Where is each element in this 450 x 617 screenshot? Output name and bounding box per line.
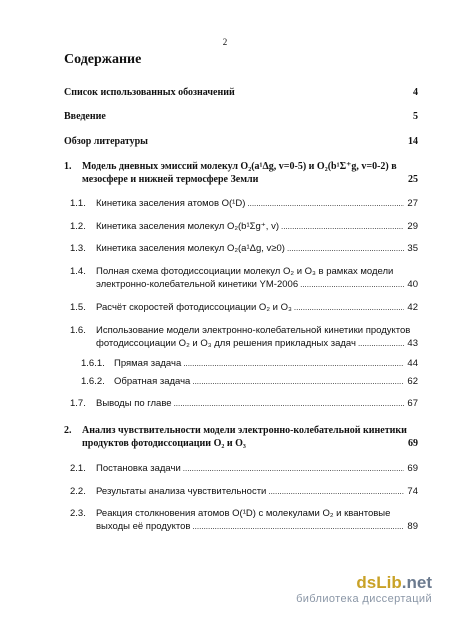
chapter-title-line-2: продуктов фотодиссоциации O₂ и O₃ [82, 438, 246, 449]
leader-dots [192, 376, 404, 389]
toc-item-2-1[interactable] [70, 463, 418, 476]
item-number: 1.6.1. [81, 358, 105, 369]
item-label: Результаты анализа чувствительности [96, 486, 267, 497]
leader-dots [300, 279, 404, 292]
toc-item-1-2[interactable] [70, 221, 418, 234]
item-number: 2.2. [70, 486, 86, 497]
toc-page: 5 [413, 111, 418, 122]
item-number: 1.1. [70, 198, 86, 209]
item-label-line-1: Полная схема фотодиссоциации молекул O₂ и O₃ в рамках модели [96, 266, 394, 277]
toc-page: 69 [408, 438, 418, 449]
leader-dots [281, 221, 404, 234]
toc-entry-abbreviations[interactable] [64, 86, 418, 99]
item-label-line-2: фотодиссоциации O₂ и O₃ для решения прикладных задач [96, 337, 356, 349]
item-page: 62 [407, 376, 418, 387]
leader-dots [247, 198, 404, 211]
item-label: Постановка задачи [96, 463, 181, 474]
item-number: 1.6.2. [81, 376, 105, 387]
toc-chapter-2[interactable] [64, 424, 418, 450]
leader-dots [268, 486, 404, 499]
item-label: Кинетика заселения молекул O₂(a¹Δg, v≥0) [96, 243, 285, 254]
chapter-title-line-2: мезосфере и нижней термосфере Земли [82, 174, 259, 185]
toc-label: Список использованных обозначений [64, 87, 235, 98]
leader-dots [294, 302, 404, 315]
toc-item-1-3[interactable] [70, 243, 418, 256]
toc-item-2-2[interactable] [70, 486, 418, 499]
leader-dots [183, 463, 404, 476]
toc-item-2-3[interactable] [70, 508, 418, 533]
toc-item-1-5[interactable] [70, 302, 418, 315]
item-page: 35 [407, 243, 418, 254]
toc-page: 4 [413, 87, 418, 98]
item-page: 69 [407, 463, 418, 474]
item-page: 40 [407, 278, 418, 290]
chapter-title-line-1: Модель дневных эмиссий молекул O₂(a¹Δg, v=0-5) и O₂(b¹Σ⁺g, v=0-2) в [82, 161, 397, 172]
chapter-number: 1. [64, 161, 72, 172]
item-label: Обратная задача [114, 376, 191, 387]
leader-dots [174, 398, 404, 411]
toc-item-1-1[interactable] [70, 198, 418, 211]
watermark [296, 573, 432, 605]
item-page: 67 [407, 398, 418, 409]
item-page: 27 [407, 198, 418, 209]
item-label: Кинетика заселения атомов O(¹D) [96, 198, 246, 209]
toc-entry-literature-review[interactable] [64, 135, 418, 148]
item-page: 42 [407, 302, 418, 313]
item-number: 2.3. [70, 508, 86, 519]
leader-dots [192, 521, 404, 534]
item-number: 1.2. [70, 221, 86, 232]
item-page: 44 [407, 358, 418, 369]
toc-page: 14 [408, 136, 418, 147]
item-page: 74 [407, 486, 418, 497]
toc-page: 25 [408, 174, 418, 185]
leader-dots [358, 338, 404, 351]
toc-item-1-7[interactable] [70, 398, 418, 411]
page-number: 2 [222, 37, 228, 47]
toc-item-1-6[interactable] [70, 325, 418, 350]
item-page: 89 [407, 520, 418, 532]
item-label-line-2: выходы её продуктов [96, 520, 191, 532]
item-label-line-1: Реакция столкновения атомов O(¹D) с молекулами O₂ и квантовые [96, 508, 391, 519]
leader-dots [287, 243, 404, 256]
item-label: Прямая задача [114, 358, 182, 369]
item-number: 1.7. [70, 398, 86, 409]
toc-label: Обзор литературы [64, 136, 148, 147]
item-label: Расчёт скоростей фотодиссоциации O₂ и O₃ [96, 302, 292, 313]
item-page: 43 [407, 337, 418, 349]
toc-chapter-1[interactable] [64, 160, 418, 186]
item-page: 29 [407, 221, 418, 232]
toc-entry-introduction[interactable] [64, 110, 418, 123]
item-number: 1.5. [70, 302, 86, 313]
toc-label: Введение [64, 111, 106, 122]
item-number: 1.4. [70, 266, 86, 277]
item-label: Кинетика заселения молекул O₂(b¹Σg⁺, v) [96, 221, 279, 232]
watermark-tagline: библиотека диссертаций [296, 593, 432, 605]
item-label-line-1: Использование модели электронно-колебательной кинетики продуктов [96, 325, 411, 336]
item-label: Выводы по главе [96, 398, 172, 409]
item-number: 1.3. [70, 243, 86, 254]
page-title: Содержание [64, 52, 142, 67]
item-number: 2.1. [70, 463, 86, 474]
toc-item-1-6-1[interactable] [81, 358, 418, 371]
chapter-title-line-1: Анализ чувствительности модели электронно-колебательной кинетики [82, 425, 407, 436]
watermark-logo: dsLib.net [356, 573, 432, 592]
chapter-number: 2. [64, 425, 72, 436]
leader-dots [183, 358, 404, 371]
item-number: 1.6. [70, 325, 86, 336]
toc-item-1-6-2[interactable] [81, 376, 418, 389]
toc-item-1-4[interactable] [70, 266, 418, 291]
item-label-line-2: электронно-колебательной кинетики YM-2006 [96, 278, 299, 290]
